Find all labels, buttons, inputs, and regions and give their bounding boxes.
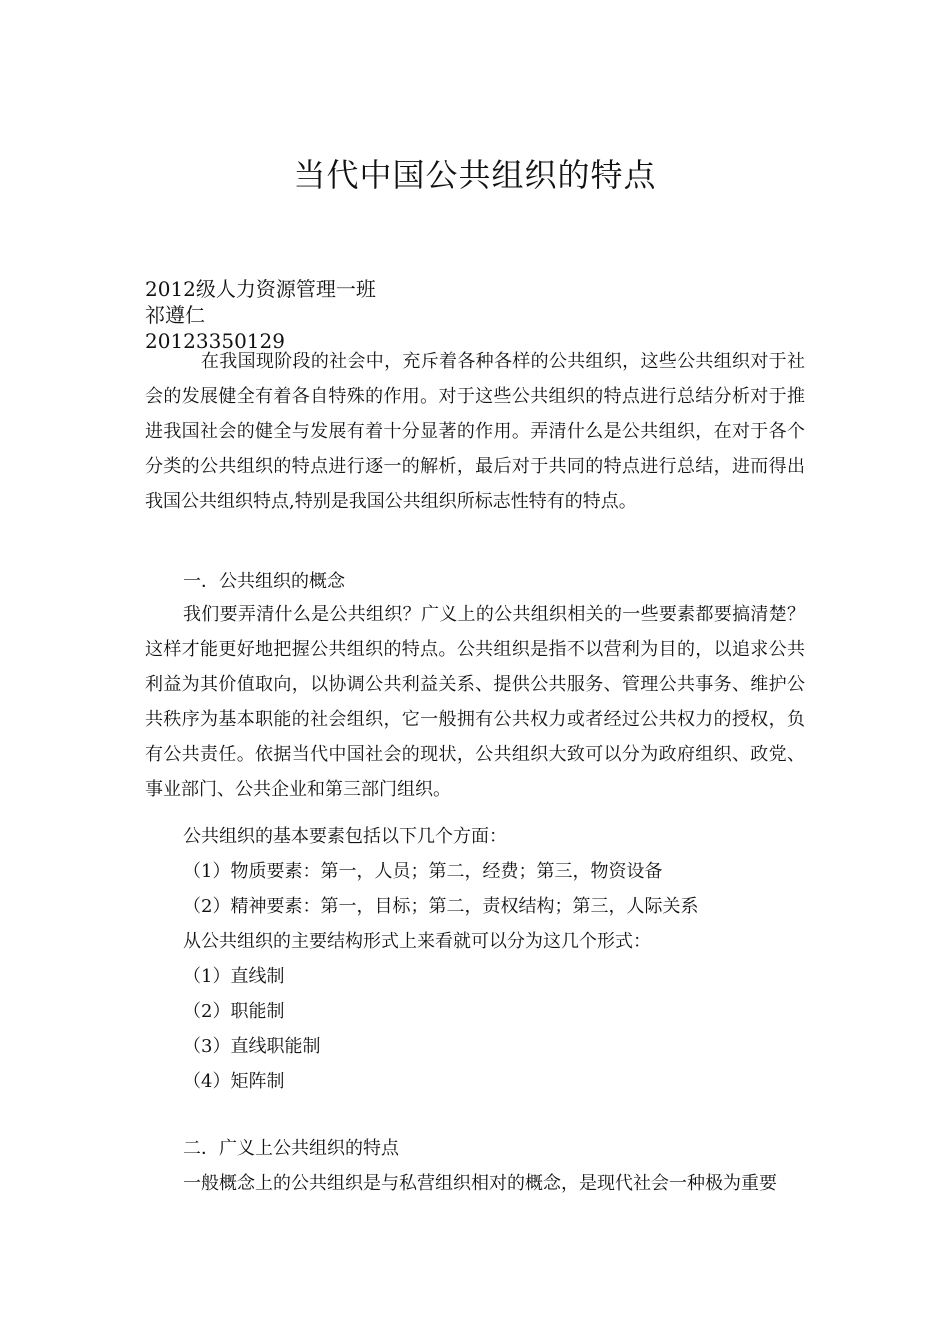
class-line: 2012级人力资源管理一班	[145, 277, 376, 301]
list-item: （1）直线制	[183, 966, 285, 987]
list-item: （4）矩阵制	[183, 1071, 285, 1092]
section-heading-2: 二．广义上公共组织的特点	[183, 1138, 399, 1159]
structure-intro: 从公共组织的主要结构形式上来看就可以分为这几个形式：	[183, 931, 651, 952]
intro-paragraph: 在我国现阶段的社会中，充斥着各种各样的公共组织，这些公共组织对于社会的发展健全有着各自特殊的作用。对于这些公共组织的特点进行总结分析对于推进我国社会的健全与发展有着十分显著的作用。弄清什么是公共组织，在对于各个分类的公共组织的特点进行逐一的解析，最后对于共同的特点进行总结，进而得出我国公共组织特点,特别是我国公共组织所标志性特有的特点。	[145, 351, 805, 512]
section2-paragraph: 一般概念上的公共组织是与私营组织相对的概念，是现代社会一种极为重要	[183, 1173, 777, 1194]
section-heading-1: 一．公共组织的概念	[183, 571, 345, 592]
list-item: （1）物质要素：第一，人员；第二，经费；第三，物资设备	[183, 861, 663, 882]
author-name: 祁遵仁	[145, 303, 205, 327]
list-item: （2）精神要素：第一，目标；第二，责权结构；第三，人际关系	[183, 896, 699, 917]
document-title: 当代中国公共组织的特点	[293, 156, 657, 194]
list-item: （3）直线职能制	[183, 1036, 321, 1057]
list-item: （2）职能制	[183, 1001, 285, 1022]
concept-paragraph: 我们要弄清什么是公共组织？广义上的公共组织相关的一些要素都要搞清楚？这样才能更好地把握公共组织的特点。公共组织是指不以营利为目的，以追求公共利益为其价值取向，以协调公共利益关系、提供公共服务、管理公共事务、维护公共秩序为基本职能的社会组织，它一般拥有公共权力或者经过公共权力的授权，负有公共责任。依据当代中国社会的现状，公共组织大致可以分为政府组织、政党、事业部门、公共企业和第三部门组织。	[145, 604, 805, 800]
elements-intro: 公共组织的基本要素包括以下几个方面：	[183, 826, 507, 847]
student-id: 20123350129	[145, 329, 285, 353]
